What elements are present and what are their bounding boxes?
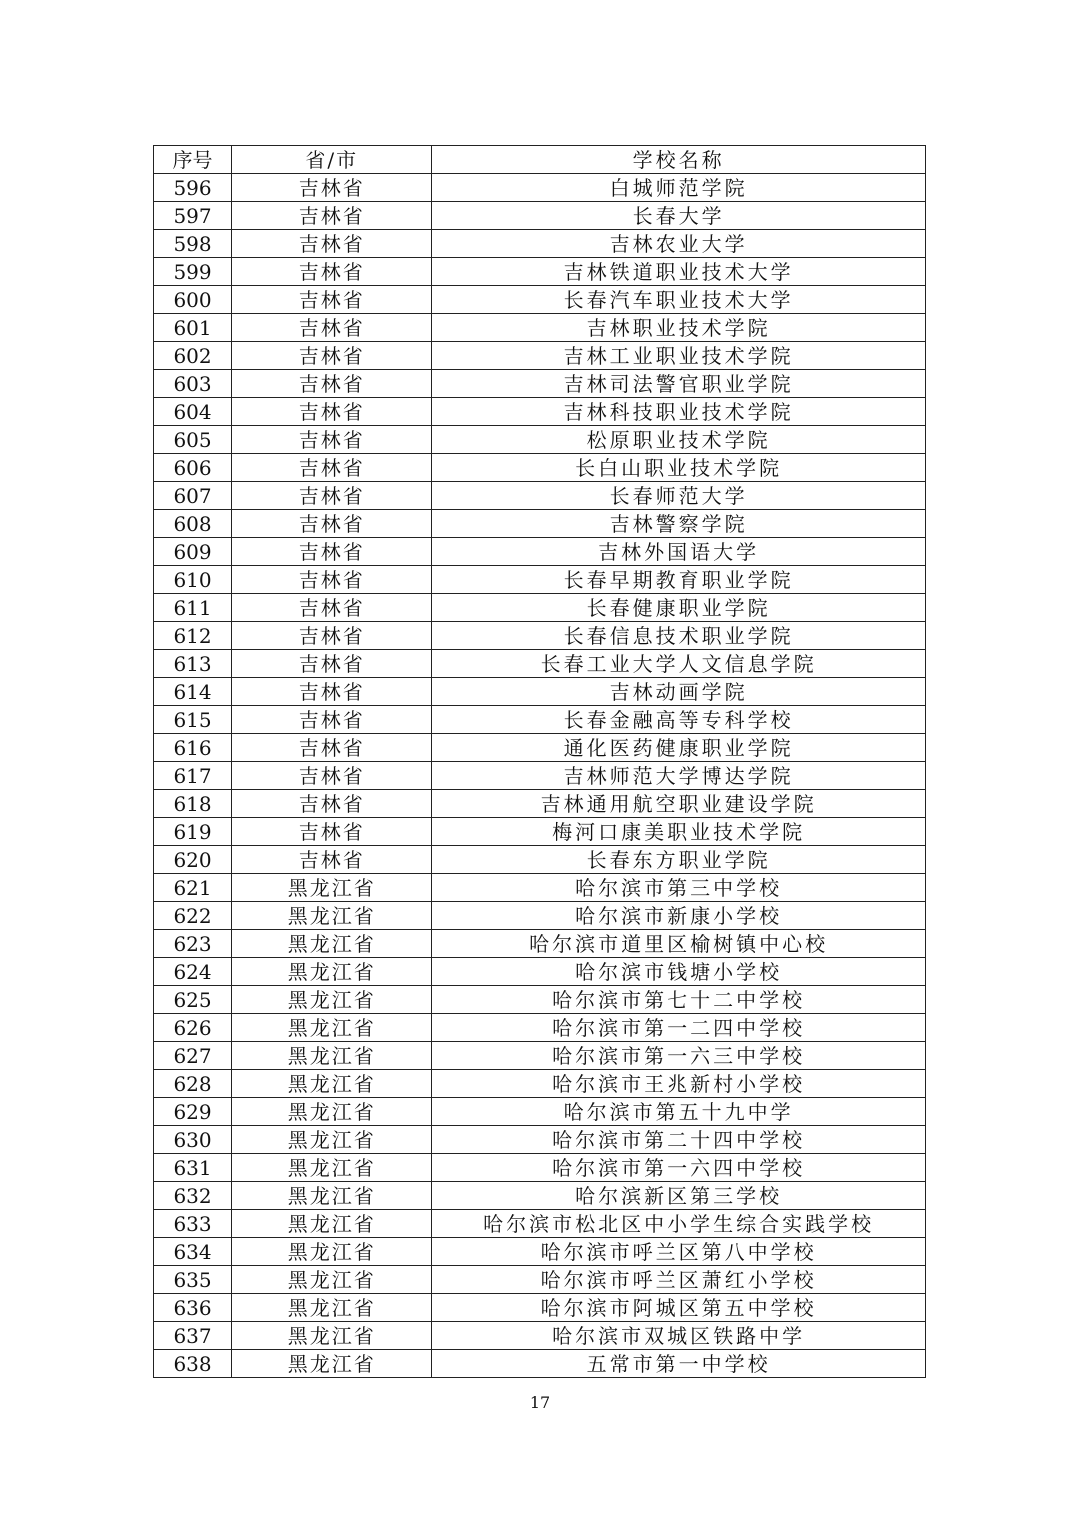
table-row [154,706,926,734]
row-province: 吉林省 [232,650,432,678]
row-school-name: 哈尔滨市钱塘小学校 [432,958,926,986]
row-school-name: 吉林外国语大学 [432,538,926,566]
row-serial-number: 621 [154,874,232,902]
row-school-name: 哈尔滨市第一六三中学校 [432,1042,926,1070]
row-school-name: 吉林通用航空职业建设学院 [432,790,926,818]
table-row [154,650,926,678]
table-row [154,874,926,902]
table-row [154,902,926,930]
row-province: 吉林省 [232,790,432,818]
row-province: 吉林省 [232,538,432,566]
table-row [154,258,926,286]
row-province: 黑龙江省 [232,1266,432,1294]
row-serial-number: 608 [154,510,232,538]
row-school-name: 长白山职业技术学院 [432,454,926,482]
row-serial-number: 626 [154,1014,232,1042]
row-province: 黑龙江省 [232,930,432,958]
row-province: 吉林省 [232,398,432,426]
row-serial-number: 615 [154,706,232,734]
row-serial-number: 619 [154,818,232,846]
table-row [154,1350,926,1378]
row-province: 吉林省 [232,342,432,370]
row-serial-number: 635 [154,1266,232,1294]
row-school-name: 吉林职业技术学院 [432,314,926,342]
row-serial-number: 603 [154,370,232,398]
row-serial-number: 606 [154,454,232,482]
row-school-name: 长春健康职业学院 [432,594,926,622]
row-serial-number: 624 [154,958,232,986]
row-school-name: 哈尔滨市新康小学校 [432,902,926,930]
row-school-name: 长春汽车职业技术大学 [432,286,926,314]
row-school-name: 哈尔滨市道里区榆树镇中心校 [432,930,926,958]
page-number: 17 [529,1393,551,1412]
row-province: 黑龙江省 [232,1014,432,1042]
row-serial-number: 597 [154,202,232,230]
row-province: 吉林省 [232,202,432,230]
row-province: 吉林省 [232,258,432,286]
row-serial-number: 638 [154,1350,232,1378]
table-row [154,1098,926,1126]
row-province: 吉林省 [232,734,432,762]
row-province: 黑龙江省 [232,1350,432,1378]
row-school-name: 吉林工业职业技术学院 [432,342,926,370]
row-serial-number: 598 [154,230,232,258]
row-province: 黑龙江省 [232,1322,432,1350]
table-row [154,426,926,454]
row-province: 黑龙江省 [232,1210,432,1238]
row-school-name: 哈尔滨市呼兰区第八中学校 [432,1238,926,1266]
row-province: 吉林省 [232,762,432,790]
row-serial-number: 599 [154,258,232,286]
row-school-name: 梅河口康美职业技术学院 [432,818,926,846]
row-serial-number: 613 [154,650,232,678]
table-header-row [154,146,926,174]
row-school-name: 长春工业大学人文信息学院 [432,650,926,678]
row-school-name: 吉林农业大学 [432,230,926,258]
row-school-name: 哈尔滨市第二十四中学校 [432,1126,926,1154]
row-serial-number: 625 [154,986,232,1014]
row-school-name: 哈尔滨市第七十二中学校 [432,986,926,1014]
table-row [154,510,926,538]
table-row [154,202,926,230]
row-province: 吉林省 [232,678,432,706]
row-serial-number: 637 [154,1322,232,1350]
row-serial-number: 633 [154,1210,232,1238]
table-row [154,818,926,846]
row-serial-number: 614 [154,678,232,706]
row-serial-number: 634 [154,1238,232,1266]
table-row [154,1238,926,1266]
row-serial-number: 632 [154,1182,232,1210]
table-row [154,1266,926,1294]
row-serial-number: 618 [154,790,232,818]
row-serial-number: 629 [154,1098,232,1126]
row-school-name: 长春师范大学 [432,482,926,510]
table-row [154,930,926,958]
row-serial-number: 611 [154,594,232,622]
table-row [154,986,926,1014]
row-school-name: 哈尔滨市第五十九中学 [432,1098,926,1126]
row-school-name: 五常市第一中学校 [432,1350,926,1378]
table-row [154,1210,926,1238]
table-row [154,370,926,398]
row-school-name: 白城师范学院 [432,174,926,202]
table-row [154,538,926,566]
row-province: 吉林省 [232,314,432,342]
row-school-name: 长春东方职业学院 [432,846,926,874]
row-serial-number: 605 [154,426,232,454]
table-row [154,1042,926,1070]
row-serial-number: 612 [154,622,232,650]
table-row [154,1070,926,1098]
row-school-name: 长春大学 [432,202,926,230]
row-school-name: 长春信息技术职业学院 [432,622,926,650]
row-school-name: 哈尔滨市阿城区第五中学校 [432,1294,926,1322]
row-school-name: 哈尔滨市王兆新村小学校 [432,1070,926,1098]
row-serial-number: 627 [154,1042,232,1070]
row-province: 吉林省 [232,566,432,594]
row-serial-number: 623 [154,930,232,958]
row-province: 吉林省 [232,286,432,314]
table-row [154,1014,926,1042]
table-row [154,230,926,258]
row-school-name: 吉林科技职业技术学院 [432,398,926,426]
table-row [154,174,926,202]
table-row [154,678,926,706]
row-serial-number: 604 [154,398,232,426]
row-province: 吉林省 [232,622,432,650]
table-row [154,1154,926,1182]
row-school-name: 吉林司法警官职业学院 [432,370,926,398]
row-province: 黑龙江省 [232,1154,432,1182]
table-row [154,622,926,650]
row-province: 黑龙江省 [232,1238,432,1266]
header-serial-number: 序号 [154,146,232,174]
table-row [154,1126,926,1154]
row-school-name: 哈尔滨市第三中学校 [432,874,926,902]
row-serial-number: 602 [154,342,232,370]
row-school-name: 哈尔滨市双城区铁路中学 [432,1322,926,1350]
row-school-name: 长春早期教育职业学院 [432,566,926,594]
row-province: 黑龙江省 [232,1294,432,1322]
row-province: 黑龙江省 [232,874,432,902]
row-province: 黑龙江省 [232,1042,432,1070]
row-school-name: 吉林铁道职业技术大学 [432,258,926,286]
row-school-name: 哈尔滨市第一六四中学校 [432,1154,926,1182]
table-row [154,958,926,986]
row-province: 吉林省 [232,706,432,734]
row-province: 吉林省 [232,370,432,398]
row-province: 吉林省 [232,174,432,202]
row-province: 黑龙江省 [232,1126,432,1154]
row-province: 吉林省 [232,846,432,874]
row-serial-number: 600 [154,286,232,314]
row-serial-number: 601 [154,314,232,342]
row-province: 吉林省 [232,594,432,622]
table-row [154,342,926,370]
table-row [154,734,926,762]
row-province: 吉林省 [232,510,432,538]
row-school-name: 哈尔滨新区第三学校 [432,1182,926,1210]
table-row [154,846,926,874]
row-serial-number: 616 [154,734,232,762]
row-province: 黑龙江省 [232,902,432,930]
table-row [154,1182,926,1210]
row-serial-number: 610 [154,566,232,594]
row-school-name: 长春金融高等专科学校 [432,706,926,734]
header-province: 省/市 [232,146,432,174]
row-province: 黑龙江省 [232,1182,432,1210]
table-row [154,790,926,818]
row-province: 黑龙江省 [232,958,432,986]
row-serial-number: 607 [154,482,232,510]
table-row [154,286,926,314]
row-school-name: 哈尔滨市松北区中小学生综合实践学校 [432,1210,926,1238]
row-province: 吉林省 [232,454,432,482]
row-school-name: 通化医药健康职业学院 [432,734,926,762]
table-row [154,454,926,482]
row-province: 吉林省 [232,230,432,258]
row-serial-number: 596 [154,174,232,202]
table-row [154,762,926,790]
row-serial-number: 628 [154,1070,232,1098]
table-body [154,174,926,1378]
row-province: 黑龙江省 [232,986,432,1014]
header-school-name: 学校名称 [432,146,926,174]
table-row [154,314,926,342]
table-row [154,594,926,622]
table-row [154,398,926,426]
row-serial-number: 609 [154,538,232,566]
table-row [154,1322,926,1350]
row-school-name: 吉林动画学院 [432,678,926,706]
row-serial-number: 622 [154,902,232,930]
table-row [154,1294,926,1322]
row-school-name: 哈尔滨市第一二四中学校 [432,1014,926,1042]
row-serial-number: 620 [154,846,232,874]
row-school-name: 吉林警察学院 [432,510,926,538]
row-school-name: 吉林师范大学博达学院 [432,762,926,790]
row-province: 黑龙江省 [232,1098,432,1126]
table-row [154,482,926,510]
row-province: 吉林省 [232,426,432,454]
row-serial-number: 631 [154,1154,232,1182]
row-province: 吉林省 [232,818,432,846]
row-serial-number: 617 [154,762,232,790]
row-school-name: 哈尔滨市呼兰区萧红小学校 [432,1266,926,1294]
row-serial-number: 636 [154,1294,232,1322]
row-province: 吉林省 [232,482,432,510]
school-list-table [153,145,926,1378]
table-row [154,566,926,594]
row-serial-number: 630 [154,1126,232,1154]
row-province: 黑龙江省 [232,1070,432,1098]
row-school-name: 松原职业技术学院 [432,426,926,454]
